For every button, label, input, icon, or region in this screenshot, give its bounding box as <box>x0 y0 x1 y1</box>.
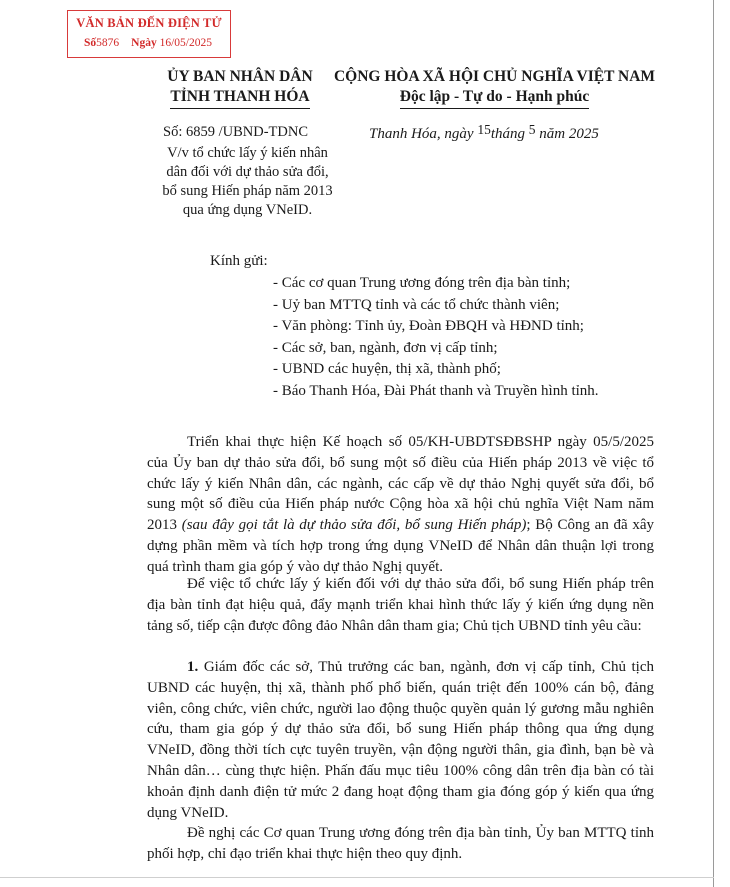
intro-text-cont: ; Bộ Công an đã xây dựng phần mềm và tích hợp trong ứng dụng VNeID để Nhân dân thuận lợi trong quá trình tham gia góp ý vào dự thảo Nghị quyết. <box>147 517 655 575</box>
page-bottom-divider <box>0 877 714 878</box>
place: Thanh Hóa, ngày <box>369 126 474 142</box>
org-name-line2: TỈNH THANH HÓA <box>170 87 309 109</box>
month-label: tháng <box>490 126 526 142</box>
nation-motto: Độc lập - Tự do - Hạnh phúc <box>400 87 589 109</box>
national-heading <box>332 67 657 109</box>
page-edge-divider <box>713 0 714 887</box>
year-label: năm 2025 <box>539 126 599 142</box>
document-subject <box>140 144 355 220</box>
stamp-number-label: Số <box>84 37 97 49</box>
recipient-item: - Các cơ quan Trung ương đóng trên địa bàn tỉnh; <box>273 275 571 291</box>
subject-line: bổ sung Hiến pháp năm 2013 <box>162 183 333 199</box>
paragraph-item-1 <box>147 657 654 823</box>
doc-number-label: Số: <box>163 124 183 140</box>
recipients-label: Kính gửi: <box>210 253 268 269</box>
recipients-list <box>273 273 599 403</box>
paragraph-coordination <box>147 823 654 865</box>
recipient-item: - Văn phòng: Tỉnh ủy, Đoàn ĐBQH và HĐND tỉnh; <box>273 318 584 335</box>
paragraph-request <box>147 574 654 636</box>
document-number <box>163 124 308 141</box>
subject-line: qua ứng dụng VNeID. <box>182 202 313 218</box>
recipient-item: - Báo Thanh Hóa, Đài Phát thanh và Truyền hình tỉnh. <box>273 382 599 399</box>
recipient-item: - UBND các huyện, thị xã, thành phố; <box>273 361 501 378</box>
subject-line: V/v tổ chức lấy ý kiến nhân <box>167 145 328 161</box>
stamp-number-value: 5876 <box>96 37 120 49</box>
coordination-text: Đề nghị các Cơ quan Trung ương đóng trên địa bàn tỉnh, Ủy ban MTTQ tỉnh phối hợp, chỉ đạo triển khai thực hiện theo quy định. <box>147 825 654 862</box>
recipient-item: - Các sở, ban, ngành, đơn vị cấp tỉnh; <box>273 339 498 356</box>
paragraph-intro <box>147 432 654 578</box>
request-text: Để việc tổ chức lấy ý kiến đối với dự thảo sửa đổi, bổ sung Hiến pháp trên địa bàn tỉnh đạt hiệu quả, đẩy mạnh triển khai hình thức lấy ý kiến ứng dụng nền tảng số, tiếp cận được đông đảo Nhân dân tham gia; Chủ tịch UBND tỉnh yêu cầu: <box>147 576 654 634</box>
place-and-date <box>369 122 599 143</box>
intro-italic-note: (sau đây gọi tắt là dự thảo sửa đổi, bổ sung Hiến pháp) <box>181 517 527 534</box>
date-month: 5 <box>528 122 536 137</box>
issuing-organization <box>135 67 345 109</box>
item-1-text: Giám đốc các sở, Thủ trưởng các ban, ngành, đơn vị cấp tỉnh, Chủ tịch UBND các huyện, thị xã, thành phố phổ biến, quán triệt đến 100% cán bộ, đảng viên, công chức, viên chức, người lao động thuộc quyền quản lý gương mẫu nghiên cứu, tham gia góp ý dự thảo sửa đổi, bổ sung Hiến pháp thông qua ứng dụng VNeID, đồng thời tích cực tuyên truyền, vận động người thân, gia đình, bạn bè và Nhân dân… cùng thực hiện. Phấn đấu mục tiêu 100% công dân trên địa bàn có tài khoản định danh điện tử mức 2 đang hoạt động tham gia đóng góp ý kiến qua ứng dụng VNeID. <box>147 659 654 821</box>
incoming-document-stamp <box>67 10 231 58</box>
intro-text: Triển khai thực hiện Kế hoạch số 05/KH-UBDTSĐBSHP ngày 05/5/2025 của Ủy ban dự thảo sửa đổi, bổ sung một số điều của Hiến pháp 2013 về việc tổ chức lấy ý kiến Nhân dân, các ngành, các cấp về dự thảo Nghị quyết sửa đổi, bổ sung một số điều của Hiến pháp nước Cộng hòa xã hội chủ nghĩa Việt Nam năm 2013 <box>147 434 654 534</box>
date-day: 15 <box>477 122 491 137</box>
subject-line: dân đối với dự thảo sửa đổi, <box>166 164 329 180</box>
recipient-item: - Uỷ ban MTTQ tỉnh và các tổ chức thành viên; <box>273 296 560 313</box>
stamp-date-label: Ngày <box>131 37 157 49</box>
nation-title: CỘNG HÒA XÃ HỘI CHỦ NGHĨA VIỆT NAM <box>333 68 656 85</box>
item-number: 1. <box>187 659 199 675</box>
doc-number-value: 6859 <box>185 124 215 140</box>
org-name-line1: ỦY BAN NHÂN DÂN <box>167 68 313 85</box>
stamp-date-value: 16/05/2025 <box>159 37 212 49</box>
doc-number-suffix: /UBND-TDNC <box>218 124 309 140</box>
stamp-title: VĂN BẢN ĐẾN ĐIỆN TỬ <box>76 16 222 30</box>
stamp-info <box>84 37 212 49</box>
